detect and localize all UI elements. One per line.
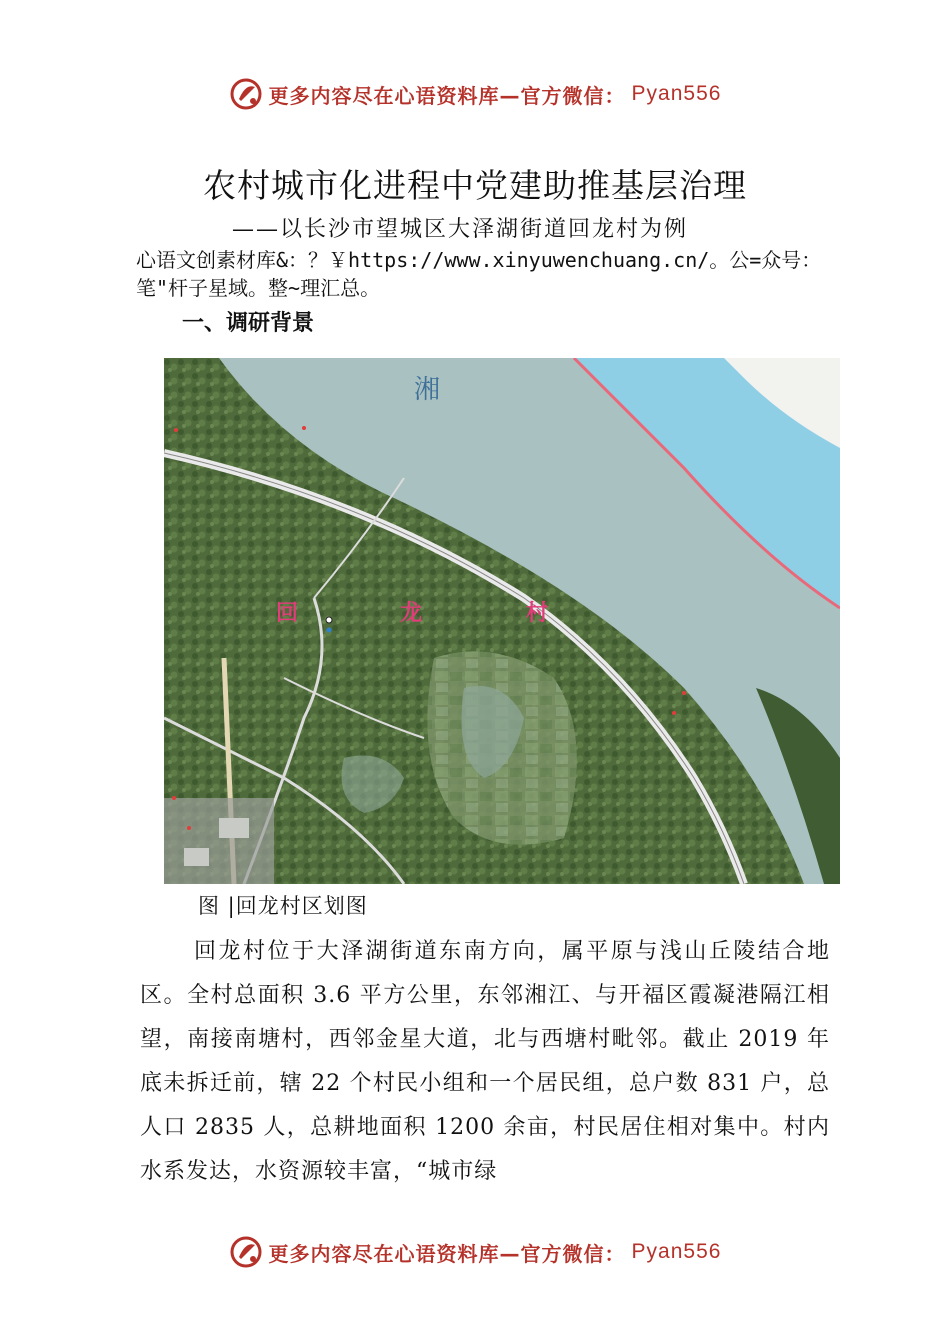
document-title: 农村城市化进程中党建助推基层治理: [203, 166, 747, 205]
brand-logo-icon: [229, 1235, 263, 1269]
river-label: 湘: [414, 375, 441, 405]
village-office-marker-icon: [326, 617, 332, 623]
village-label-long: 龙: [400, 601, 423, 626]
banner-wechat-id: Pyan556: [631, 82, 722, 105]
footer-banner-wechat-id: Pyan556: [631, 1240, 722, 1263]
poi-marker-icon: [327, 628, 332, 633]
satellite-map: [164, 358, 840, 884]
body-paragraph: 回龙村位于大泽湖街道东南方向，属平原与浅山丘陵结合地区。全村总面积 3.6 平方公里，东邻湘江、与开福区霞凝港隔江相望，南接南塘村，西邻金星大道，北与西塘村毗邻。截止 2019 年底未拆迁前，辖 22 个村民小组和一个居民组，总户数 831 户，总人口 2835 人，总耕地面积 1200 余亩，村民居住相对集中。村内水系发达，水资源较丰富，“城市绿: [140, 939, 830, 1184]
source-watermark-text: 心语文创素材库&：？￥https://www.xinyuwenchuang.cn/。公=众号：笔"杆子星域。整~理汇总。: [136, 248, 822, 300]
document-subtitle: ——以长沙市望城区大泽湖街道回龙村为例: [232, 217, 689, 242]
village-label-hui: 回: [276, 601, 299, 626]
header-banner: [0, 74, 950, 114]
footer-banner: [0, 1232, 950, 1272]
figure-caption: 图 |回龙村区划图: [198, 894, 368, 918]
village-map-figure: [164, 358, 840, 884]
footer-banner-text: 更多内容尽在心语资料库—官方微信：: [268, 1241, 626, 1266]
village-label-cun: 村: [526, 601, 549, 626]
banner-text: 更多内容尽在心语资料库—官方微信：: [268, 83, 626, 108]
section-heading: 一、调研背景: [182, 311, 315, 336]
brand-logo-icon: [229, 77, 263, 111]
